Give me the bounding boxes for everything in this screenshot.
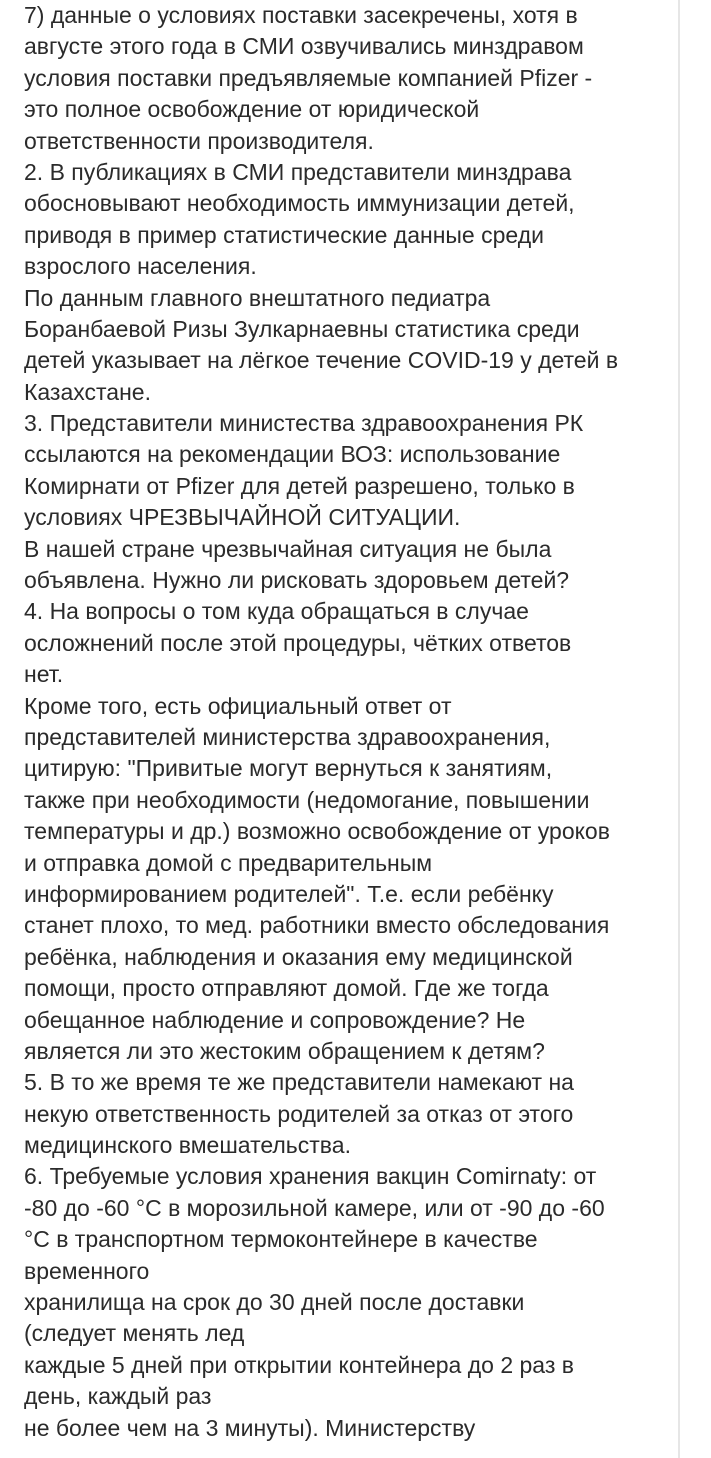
text-line: не более чем на 3 минуты). Министерству [24,1414,476,1441]
text-line: приводя в пример статистические данные среди [24,221,544,248]
text-line: является ли это жестоким обращением к детям? [24,1037,545,1064]
text-line: Боранбаевой Ризы Зулкарнаевны статистика среди [24,315,580,342]
text-line: августе этого года в СМИ озвучивались минздравом [24,33,584,60]
text-line: также при необходимости (недомогание, повышении [24,786,590,813]
text-line: цитирую: "Привитые могут вернуться к занятиям, [24,755,553,782]
text-line: день, каждый раз [24,1383,212,1410]
text-line: 2. В публикациях в СМИ представители минздрава [24,158,572,185]
text-line: ответственности производителя. [24,127,374,154]
text-line: -80 до -60 °С в морозильной камере, или от -90 до -60 [24,1194,605,1221]
text-line: ребёнка, наблюдения и оказания ему медицинской [24,943,573,970]
text-line: 5. В то же время те же представители намекают на [24,1069,574,1096]
text-line: условия поставки предъявляемые компанией Pfizer - [24,64,593,91]
text-line: условиях ЧРЕЗВЫЧАЙНОЙ СИТУАЦИИ. [24,504,461,531]
text-line: По данным главного внештатного педиатра [24,284,491,311]
text-line: и отправка домой с предварительным [24,849,433,876]
text-line: осложнений после этой процедуры, чётких ответов [24,629,572,656]
text-line: 3. Представители министества здравоохранения РК [24,410,584,437]
text-line: объявлена. Нужно ли рисковать здоровьем детей? [24,567,570,594]
text-line: °С в транспортном термоконтейнере в качестве [24,1226,538,1253]
text-line: каждые 5 дней при открытии контейнера до 2 раз в [24,1351,574,1378]
column-divider [678,0,680,1458]
text-line: Кроме того, есть официальный ответ от [24,692,452,719]
text-line: это полное освобождение от юридической [24,96,480,123]
post-text [24,0,674,1444]
text-line: некую ответственность родителей за отказ от этого [24,1100,574,1127]
text-line: 7) данные о условиях поставки засекречены, хотя в [24,2,578,28]
text-line: 6. Требуемые условия хранения вакцин Comirnaty: от [24,1163,597,1190]
text-line: хранилища на срок до 30 дней после доставки [24,1289,525,1316]
text-line: станет плохо, то мед. работники вместо обследования [24,912,610,939]
text-line: (следует менять лед [24,1320,245,1347]
text-line: медицинского вмешательства. [24,1132,351,1159]
text-line: представителей министерства здравоохранения, [24,723,551,750]
text-line: обещанное наблюдение и сопровождение? Не [24,1006,526,1033]
text-line: В нашей стране чрезвычайная ситуация не была [24,535,552,562]
text-line: Комирнати от Pfizer для детей разрешено, только в [24,472,575,499]
text-line: помощи, просто отправляют домой. Где же тогда [24,975,549,1002]
text-line: нет. [24,661,64,688]
text-line: температуры и др.) возможно освобождение от уроков [24,818,610,845]
text-line: обосновывают необходимость иммунизации детей, [24,190,575,217]
text-line: Казахстане. [24,378,151,405]
text-line: детей указывает на лёгкое течение COVID-19 у детей в [24,347,619,374]
text-line: взрослого населения. [24,253,257,280]
text-line: информированием родителей". Т.е. если ребёнку [24,880,554,907]
text-line: 4. На вопросы о том куда обращаться в случае [24,598,529,625]
text-line: временного [24,1257,150,1284]
text-line: ссылаются на рекомендации ВОЗ: использование [24,441,561,468]
